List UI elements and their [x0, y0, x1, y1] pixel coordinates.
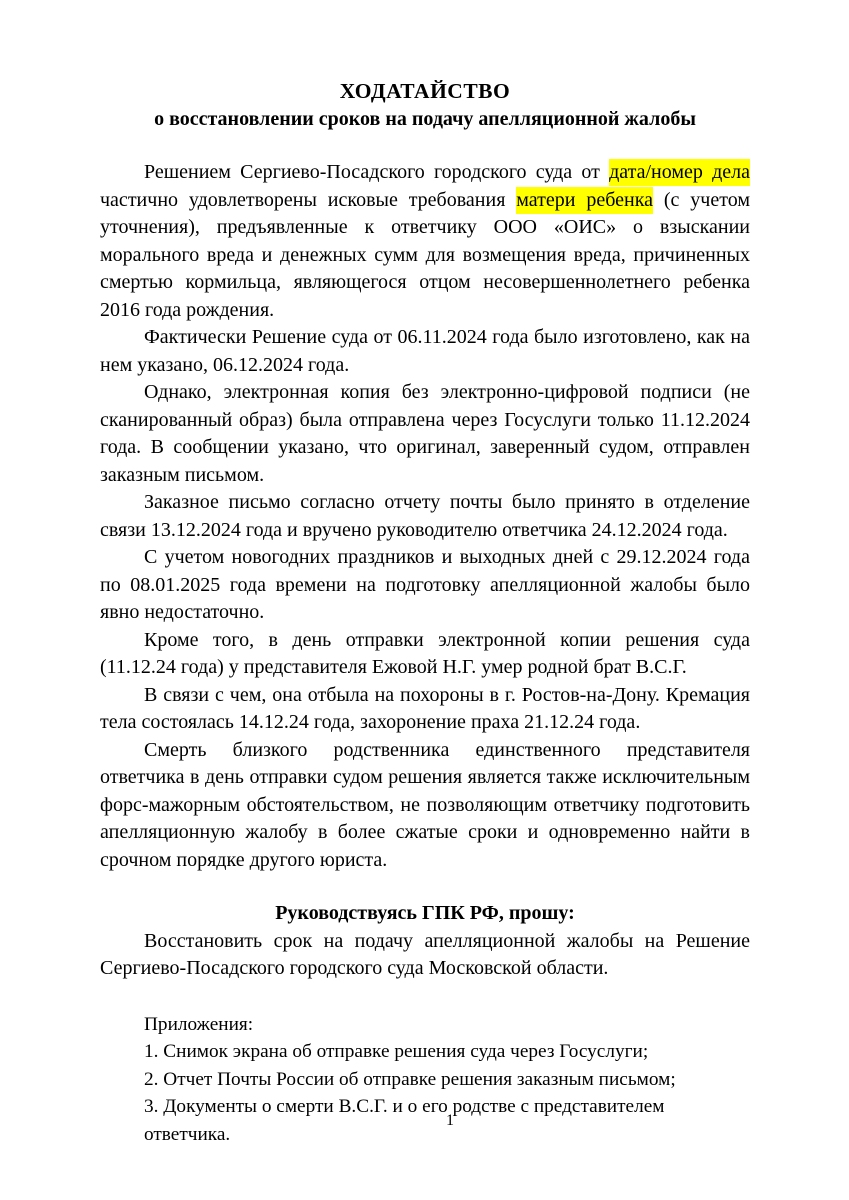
paragraph-registered-letter: Заказное письмо согласно отчету почты было принято в отделение связи 13.12.2024 года и вручено руководителю ответчика 24.12.2024 года.: [100, 491, 750, 541]
paragraph-court-decision: [100, 159, 750, 324]
paragraph-segment: частично удовлетворены исковые требования: [100, 188, 517, 211]
paragraph-force-majeure: Смерть близкого родственника единственного представителя ответчика в день отправки судом решения является также исключительным форс-мажорным обстоятельством, не позволяющим ответчику подготовить апелляционную жалобу в более сжатые сроки и одновременно найти в срочном порядке другого юриста.: [100, 738, 750, 871]
attachment-item-2: 2. Отчет Почты России об отправке решения заказным письмом;: [144, 1068, 676, 1090]
highlight-case-date-number: дата/номер дела: [609, 159, 750, 186]
document-body: [100, 159, 750, 874]
highlight-child-mother: матери ребенка: [516, 187, 653, 214]
attachment-item-1: 1. Снимок экрана об отправке решения суда через Госуслуги;: [144, 1041, 649, 1062]
paragraph-decision-date: Фактически Решение суда от 06.11.2024 года было изготовлено, как на нем указано, 06.12.2024 года.: [100, 326, 750, 376]
attachment-item-3: 3. Документы о смерти В.С.Г. и о его родстве с представителем ответчика.: [144, 1096, 665, 1145]
petition-heading: Руководствуясь ГПК РФ, прошу:: [275, 902, 575, 924]
paragraph-electronic-copy: Однако, электронная копия без электронно-цифровой подписи (не сканированный образ) была отправлена через Госуслуги только 11.12.2024 года. В сообщении указано, что оригинал, заверенный судом, отправлен заказным письмом.: [100, 381, 750, 486]
paragraph-brother-death: Кроме того, в день отправки электронной копии решения суда (11.12.24 года) у представителя Ежовой Н.Г. умер родной брат В.С.Г.: [100, 628, 750, 678]
attachments-label: Приложения:: [144, 1013, 254, 1035]
document-content: [100, 78, 750, 1148]
page-number: 1: [446, 1112, 454, 1129]
paragraph-segment: Решением Сергиево-Посадского городского суда от: [144, 161, 610, 183]
document-title: ХОДАТАЙСТВО: [339, 79, 511, 103]
attachments-section: [100, 1011, 750, 1149]
paragraph-funeral: В связи с чем, она отбыла на похороны в г. Ростов-на-Дону. Кремация тела состоялась 14.12.24 года, захоронение праха 21.12.24 года.: [100, 683, 750, 733]
title-block: [100, 78, 750, 133]
paragraph-holidays: С учетом новогодних праздников и выходных дней с 29.12.2024 года по 08.01.2025 года времени на подготовку апелляционной жалобы было явно недостаточно.: [100, 546, 750, 623]
petition-text: Восстановить срок на подачу апелляционной жалобы на Решение Сергиево-Посадского городского суда Московской области.: [100, 929, 750, 979]
paragraph-segment: (с учетом уточнения), предъявленные к ответчику ООО «ОИС» о взыскании морального вреда и денежных сумм для возмещения вреда, причиненных смертью кормильца, являющегося отцом несовершеннолетнего ребенка 2016 года рождения.: [100, 188, 750, 321]
document-subtitle: о восстановлении сроков на подачу апелляционной жалобы: [154, 107, 696, 130]
